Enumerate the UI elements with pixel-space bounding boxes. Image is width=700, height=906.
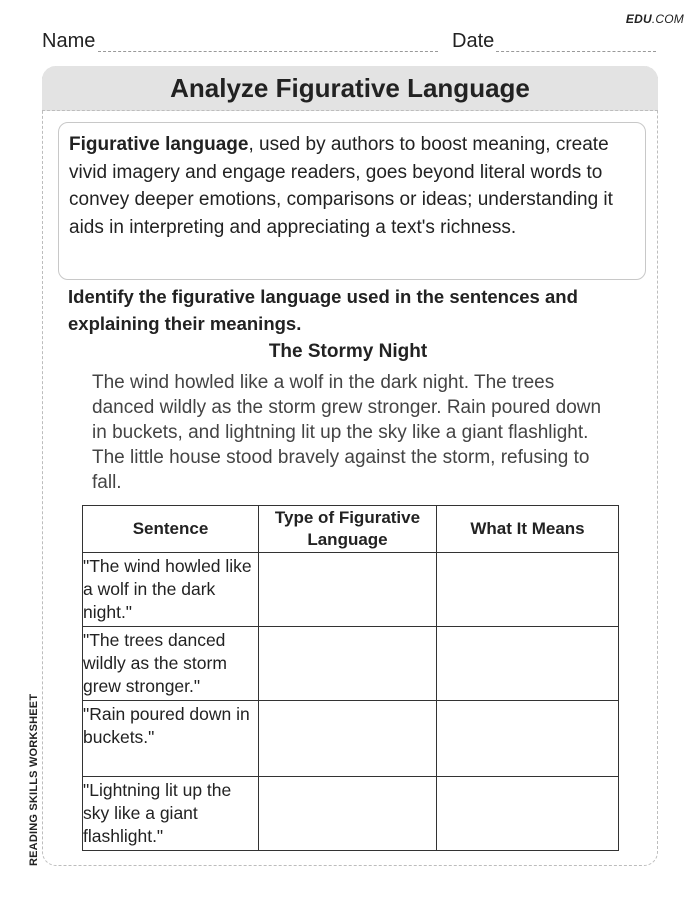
intro-term: Figurative language <box>69 134 249 155</box>
table-row <box>83 701 619 777</box>
story-text: The wind howled like a wolf in the dark night. The trees danced wildly as the storm grew stronger. Rain poured down in buckets, and lightning lit up the sky like a giant flashlight. The little house stood bravely against the storm, refusing to fall. <box>92 372 602 493</box>
type-answer-cell[interactable] <box>259 553 437 627</box>
figurative-table <box>82 505 619 851</box>
table-row <box>83 553 619 627</box>
meaning-answer-cell[interactable] <box>437 777 619 851</box>
header-type: Type of Figurative Language <box>259 506 437 553</box>
instructions: Identify the figurative language used in the sentences and explaining their meanings. <box>68 286 578 334</box>
type-answer-cell[interactable] <box>259 777 437 851</box>
header-meaning: What It Means <box>437 506 619 553</box>
brand-suffix: .COM <box>651 12 684 26</box>
sentence-cell: "Lightning lit up the sky like a giant flashlight." <box>83 777 259 851</box>
sentence-cell: "Rain poured down in buckets." <box>83 701 259 777</box>
meaning-answer-cell[interactable] <box>437 701 619 777</box>
name-field[interactable] <box>98 51 438 52</box>
story-title: The Stormy Night <box>268 341 428 362</box>
table-row <box>83 627 619 701</box>
intro-box <box>58 122 646 280</box>
intro-text: , used by authors to boost meaning, create vivid imagery and engage readers, goes beyond literal words to convey deeper emotions, comparisons or ideas; understanding it aids in interpreting and appreciating a text's richness. <box>69 134 613 238</box>
title-band <box>42 66 658 111</box>
header-sentence: Sentence <box>83 506 259 553</box>
sentence-cell: "The trees danced wildly as the storm grew stronger." <box>83 627 259 701</box>
table-header-row <box>83 506 619 553</box>
table-row <box>83 777 619 851</box>
page-title: Analyze Figurative Language <box>170 73 530 103</box>
date-field[interactable] <box>496 51 656 52</box>
name-date-row <box>40 30 656 56</box>
type-answer-cell[interactable] <box>259 701 437 777</box>
brand-name: EDU <box>625 12 652 26</box>
sentence-cell: "The wind howled like a wolf in the dark night." <box>83 553 259 627</box>
meaning-answer-cell[interactable] <box>437 627 619 701</box>
date-label: Date <box>452 30 495 52</box>
side-label: READING SKILLS WORKSHEET <box>28 693 40 866</box>
meaning-answer-cell[interactable] <box>437 553 619 627</box>
brand-logo <box>626 12 684 26</box>
name-label: Name <box>42 30 96 52</box>
type-answer-cell[interactable] <box>259 627 437 701</box>
